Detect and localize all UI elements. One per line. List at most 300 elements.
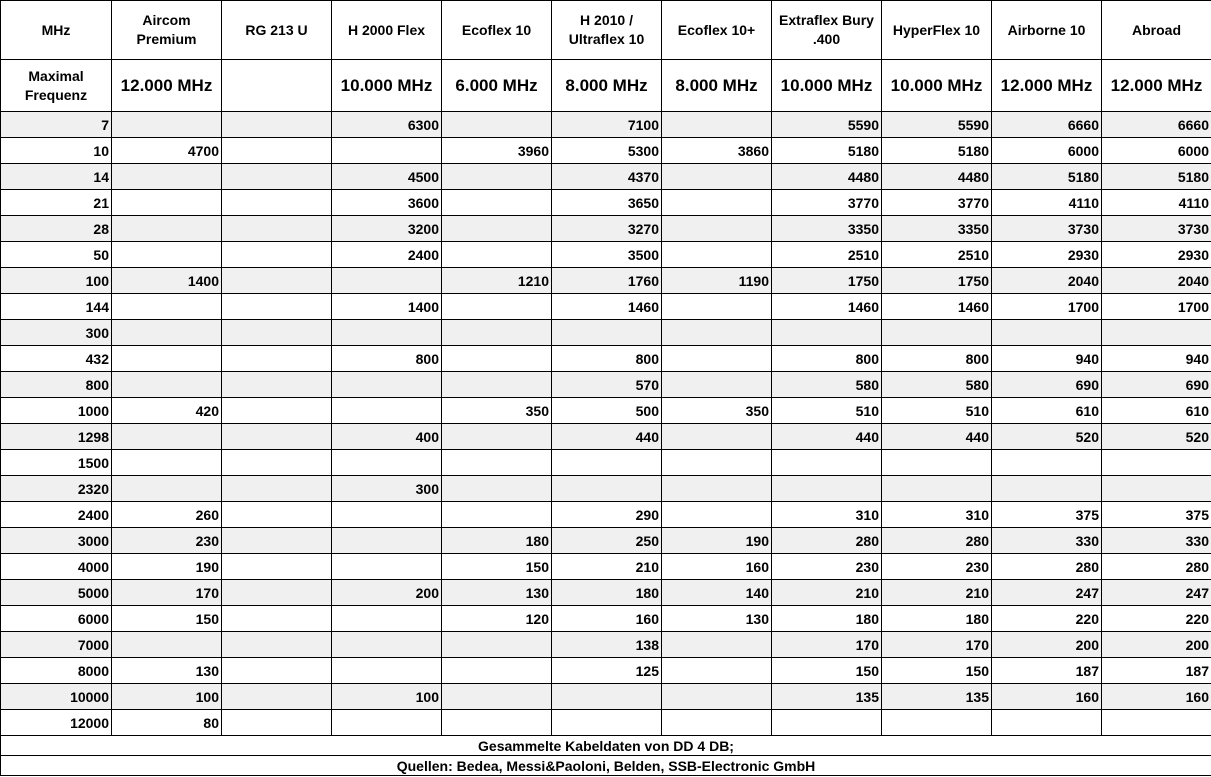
value-cell: 210 — [772, 580, 882, 606]
table-row — [1, 476, 1211, 502]
value-cell — [442, 164, 552, 190]
frequency-cell: 300 — [1, 320, 112, 346]
value-cell — [662, 190, 772, 216]
value-cell: 2510 — [882, 242, 992, 268]
table-row — [1, 606, 1211, 632]
value-cell — [992, 476, 1102, 502]
value-cell: 440 — [882, 424, 992, 450]
value-cell: 280 — [882, 528, 992, 554]
value-cell — [332, 372, 442, 398]
value-cell — [222, 320, 332, 346]
column-header: Airborne 10 — [992, 1, 1102, 60]
value-cell — [442, 710, 552, 736]
max-frequency-value: 10.000 MHz — [772, 60, 882, 112]
frequency-cell: 100 — [1, 268, 112, 294]
value-cell: 3650 — [552, 190, 662, 216]
value-cell — [442, 684, 552, 710]
column-header: HyperFlex 10 — [882, 1, 992, 60]
value-cell — [222, 710, 332, 736]
value-cell — [662, 346, 772, 372]
value-cell: 2040 — [992, 268, 1102, 294]
value-cell — [332, 606, 442, 632]
value-cell — [332, 398, 442, 424]
table-row — [1, 684, 1211, 710]
value-cell: 230 — [882, 554, 992, 580]
value-cell: 2400 — [332, 242, 442, 268]
frequency-cell: 8000 — [1, 658, 112, 684]
value-cell: 1460 — [552, 294, 662, 320]
value-cell — [222, 502, 332, 528]
value-cell: 135 — [772, 684, 882, 710]
value-cell: 1190 — [662, 268, 772, 294]
value-cell: 4110 — [992, 190, 1102, 216]
value-cell: 200 — [992, 632, 1102, 658]
value-cell: 130 — [442, 580, 552, 606]
value-cell: 690 — [992, 372, 1102, 398]
value-cell — [112, 164, 222, 190]
table-row — [1, 138, 1211, 164]
value-cell — [1102, 476, 1211, 502]
value-cell: 220 — [1102, 606, 1211, 632]
value-cell — [662, 112, 772, 138]
value-cell — [662, 502, 772, 528]
frequency-cell: 432 — [1, 346, 112, 372]
value-cell — [552, 710, 662, 736]
frequency-cell: 1500 — [1, 450, 112, 476]
value-cell — [1102, 320, 1211, 346]
value-cell — [222, 684, 332, 710]
value-cell: 375 — [1102, 502, 1211, 528]
value-cell: 280 — [1102, 554, 1211, 580]
header-row — [1, 1, 1211, 60]
table-row — [1, 294, 1211, 320]
max-frequency-value: 10.000 MHz — [882, 60, 992, 112]
value-cell — [222, 632, 332, 658]
frequency-cell: 1298 — [1, 424, 112, 450]
value-cell: 160 — [1102, 684, 1211, 710]
value-cell — [992, 320, 1102, 346]
column-header: Extraflex Bury .400 — [772, 1, 882, 60]
value-cell — [772, 476, 882, 502]
column-header: Aircom Premium — [112, 1, 222, 60]
value-cell — [222, 112, 332, 138]
value-cell — [442, 294, 552, 320]
value-cell: 2930 — [1102, 242, 1211, 268]
value-cell: 940 — [1102, 346, 1211, 372]
value-cell — [222, 476, 332, 502]
value-cell: 580 — [772, 372, 882, 398]
table-row — [1, 190, 1211, 216]
value-cell — [222, 658, 332, 684]
value-cell: 5180 — [992, 164, 1102, 190]
table-row — [1, 242, 1211, 268]
value-cell: 290 — [552, 502, 662, 528]
value-cell: 580 — [882, 372, 992, 398]
value-cell: 2040 — [1102, 268, 1211, 294]
value-cell — [332, 502, 442, 528]
value-cell — [222, 398, 332, 424]
value-cell — [882, 710, 992, 736]
value-cell: 160 — [992, 684, 1102, 710]
value-cell — [222, 528, 332, 554]
value-cell — [1102, 450, 1211, 476]
value-cell: 5590 — [772, 112, 882, 138]
value-cell: 3350 — [772, 216, 882, 242]
value-cell: 247 — [1102, 580, 1211, 606]
table-row — [1, 216, 1211, 242]
table-row — [1, 320, 1211, 346]
value-cell: 350 — [442, 398, 552, 424]
value-cell — [222, 190, 332, 216]
value-cell: 800 — [332, 346, 442, 372]
value-cell: 800 — [772, 346, 882, 372]
value-cell — [222, 450, 332, 476]
value-cell: 6000 — [992, 138, 1102, 164]
value-cell — [332, 138, 442, 164]
value-cell: 2510 — [772, 242, 882, 268]
value-cell: 220 — [992, 606, 1102, 632]
value-cell — [662, 424, 772, 450]
value-cell — [772, 710, 882, 736]
value-cell: 3960 — [442, 138, 552, 164]
value-cell: 160 — [662, 554, 772, 580]
value-cell: 3730 — [992, 216, 1102, 242]
value-cell — [882, 450, 992, 476]
frequency-cell: 2320 — [1, 476, 112, 502]
value-cell: 4110 — [1102, 190, 1211, 216]
value-cell: 130 — [112, 658, 222, 684]
table-row — [1, 424, 1211, 450]
value-cell: 260 — [112, 502, 222, 528]
frequency-cell: 21 — [1, 190, 112, 216]
value-cell: 5180 — [882, 138, 992, 164]
value-cell — [662, 242, 772, 268]
column-header: Abroad — [1102, 1, 1211, 60]
value-cell: 3770 — [772, 190, 882, 216]
value-cell — [222, 346, 332, 372]
value-cell: 1400 — [332, 294, 442, 320]
value-cell: 6300 — [332, 112, 442, 138]
value-cell — [112, 372, 222, 398]
value-cell: 3730 — [1102, 216, 1211, 242]
value-cell: 230 — [112, 528, 222, 554]
value-cell: 140 — [662, 580, 772, 606]
value-cell — [442, 476, 552, 502]
value-cell: 200 — [332, 580, 442, 606]
table-row — [1, 554, 1211, 580]
value-cell: 3270 — [552, 216, 662, 242]
value-cell — [552, 450, 662, 476]
table-row — [1, 112, 1211, 138]
value-cell — [332, 450, 442, 476]
frequency-cell: 800 — [1, 372, 112, 398]
value-cell: 800 — [552, 346, 662, 372]
value-cell: 1700 — [1102, 294, 1211, 320]
value-cell: 247 — [992, 580, 1102, 606]
value-cell — [662, 164, 772, 190]
max-frequency-value: 12.000 MHz — [1102, 60, 1211, 112]
value-cell: 1460 — [772, 294, 882, 320]
value-cell: 940 — [992, 346, 1102, 372]
value-cell — [552, 320, 662, 346]
value-cell — [442, 658, 552, 684]
value-cell: 160 — [552, 606, 662, 632]
value-cell — [112, 320, 222, 346]
value-cell — [442, 190, 552, 216]
value-cell: 330 — [1102, 528, 1211, 554]
value-cell: 510 — [882, 398, 992, 424]
value-cell: 210 — [552, 554, 662, 580]
frequency-cell: 1000 — [1, 398, 112, 424]
table-row — [1, 268, 1211, 294]
value-cell — [112, 424, 222, 450]
value-cell: 187 — [992, 658, 1102, 684]
value-cell: 440 — [772, 424, 882, 450]
value-cell — [442, 424, 552, 450]
value-cell: 4480 — [882, 164, 992, 190]
value-cell — [222, 580, 332, 606]
value-cell — [222, 268, 332, 294]
value-cell: 3200 — [332, 216, 442, 242]
footer-row-2 — [1, 756, 1211, 776]
frequency-cell: 4000 — [1, 554, 112, 580]
value-cell — [112, 242, 222, 268]
max-frequency-label: Maximal Frequenz — [1, 60, 112, 112]
value-cell: 1210 — [442, 268, 552, 294]
value-cell: 280 — [992, 554, 1102, 580]
value-cell: 150 — [442, 554, 552, 580]
value-cell — [332, 268, 442, 294]
value-cell: 100 — [332, 684, 442, 710]
value-cell — [112, 216, 222, 242]
value-cell — [662, 294, 772, 320]
value-cell — [662, 658, 772, 684]
value-cell — [662, 216, 772, 242]
value-cell — [552, 684, 662, 710]
value-cell — [332, 528, 442, 554]
value-cell: 4370 — [552, 164, 662, 190]
value-cell: 330 — [992, 528, 1102, 554]
value-cell: 190 — [662, 528, 772, 554]
value-cell — [332, 710, 442, 736]
value-cell — [112, 294, 222, 320]
table-row — [1, 398, 1211, 424]
max-frequency-row — [1, 60, 1211, 112]
value-cell — [662, 450, 772, 476]
value-cell — [222, 424, 332, 450]
max-frequency-value: 10.000 MHz — [332, 60, 442, 112]
value-cell: 230 — [772, 554, 882, 580]
value-cell — [882, 476, 992, 502]
value-cell: 3600 — [332, 190, 442, 216]
frequency-cell: 144 — [1, 294, 112, 320]
value-cell: 120 — [442, 606, 552, 632]
value-cell: 1460 — [882, 294, 992, 320]
frequency-cell: 10 — [1, 138, 112, 164]
table-row — [1, 450, 1211, 476]
value-cell — [772, 450, 882, 476]
value-cell: 800 — [882, 346, 992, 372]
value-cell — [222, 242, 332, 268]
value-cell: 420 — [112, 398, 222, 424]
value-cell: 135 — [882, 684, 992, 710]
value-cell — [442, 216, 552, 242]
value-cell: 180 — [552, 580, 662, 606]
value-cell: 125 — [552, 658, 662, 684]
max-frequency-value: 12.000 MHz — [112, 60, 222, 112]
value-cell — [112, 450, 222, 476]
value-cell: 190 — [112, 554, 222, 580]
value-cell: 610 — [1102, 398, 1211, 424]
value-cell — [1102, 710, 1211, 736]
value-cell: 150 — [772, 658, 882, 684]
value-cell: 350 — [662, 398, 772, 424]
value-cell — [662, 320, 772, 346]
table-row — [1, 528, 1211, 554]
max-frequency-value — [222, 60, 332, 112]
value-cell: 690 — [1102, 372, 1211, 398]
value-cell — [552, 476, 662, 502]
value-cell: 1400 — [112, 268, 222, 294]
value-cell: 280 — [772, 528, 882, 554]
value-cell — [442, 112, 552, 138]
value-cell — [662, 710, 772, 736]
value-cell — [112, 346, 222, 372]
value-cell: 3500 — [552, 242, 662, 268]
value-cell — [112, 190, 222, 216]
table-row — [1, 372, 1211, 398]
value-cell: 520 — [992, 424, 1102, 450]
value-cell: 170 — [882, 632, 992, 658]
value-cell: 6660 — [1102, 112, 1211, 138]
value-cell: 400 — [332, 424, 442, 450]
value-cell: 150 — [112, 606, 222, 632]
value-cell — [442, 450, 552, 476]
value-cell — [992, 710, 1102, 736]
value-cell: 5180 — [772, 138, 882, 164]
value-cell — [442, 632, 552, 658]
value-cell — [662, 476, 772, 502]
value-cell: 180 — [772, 606, 882, 632]
column-header: Ecoflex 10+ — [662, 1, 772, 60]
value-cell — [222, 294, 332, 320]
value-cell: 170 — [112, 580, 222, 606]
table-row — [1, 632, 1211, 658]
value-cell: 2930 — [992, 242, 1102, 268]
value-cell: 610 — [992, 398, 1102, 424]
table-row — [1, 710, 1211, 736]
table-row — [1, 164, 1211, 190]
frequency-cell: 2400 — [1, 502, 112, 528]
value-cell: 310 — [882, 502, 992, 528]
value-cell — [112, 112, 222, 138]
frequency-cell: 3000 — [1, 528, 112, 554]
value-cell — [332, 554, 442, 580]
table-row — [1, 346, 1211, 372]
value-cell: 510 — [772, 398, 882, 424]
max-frequency-value: 6.000 MHz — [442, 60, 552, 112]
value-cell: 210 — [882, 580, 992, 606]
value-cell — [772, 320, 882, 346]
value-cell: 440 — [552, 424, 662, 450]
value-cell: 1750 — [882, 268, 992, 294]
value-cell: 4480 — [772, 164, 882, 190]
value-cell — [662, 684, 772, 710]
value-cell — [222, 372, 332, 398]
footer-sources: Quellen: Bedea, Messi&Paoloni, Belden, SSB-Electronic GmbH — [1, 756, 1211, 776]
value-cell: 150 — [882, 658, 992, 684]
frequency-cell: 12000 — [1, 710, 112, 736]
value-cell: 1700 — [992, 294, 1102, 320]
value-cell: 5180 — [1102, 164, 1211, 190]
frequency-cell: 7000 — [1, 632, 112, 658]
value-cell: 180 — [882, 606, 992, 632]
value-cell: 520 — [1102, 424, 1211, 450]
value-cell — [222, 554, 332, 580]
value-cell — [442, 242, 552, 268]
value-cell: 200 — [1102, 632, 1211, 658]
value-cell — [332, 320, 442, 346]
value-cell: 300 — [332, 476, 442, 502]
value-cell: 4700 — [112, 138, 222, 164]
value-cell: 1760 — [552, 268, 662, 294]
frequency-cell: 5000 — [1, 580, 112, 606]
value-cell: 3860 — [662, 138, 772, 164]
value-cell: 5300 — [552, 138, 662, 164]
value-cell: 3350 — [882, 216, 992, 242]
value-cell — [882, 320, 992, 346]
value-cell — [662, 372, 772, 398]
table-row — [1, 658, 1211, 684]
value-cell — [112, 632, 222, 658]
value-cell — [222, 164, 332, 190]
value-cell — [442, 346, 552, 372]
value-cell: 187 — [1102, 658, 1211, 684]
value-cell: 80 — [112, 710, 222, 736]
frequency-cell: 7 — [1, 112, 112, 138]
footer-row-1 — [1, 736, 1211, 756]
frequency-cell: 28 — [1, 216, 112, 242]
value-cell: 5590 — [882, 112, 992, 138]
column-header-mhz: MHz — [1, 1, 112, 60]
frequency-cell: 10000 — [1, 684, 112, 710]
column-header: H 2010 / Ultraflex 10 — [552, 1, 662, 60]
value-cell: 310 — [772, 502, 882, 528]
value-cell: 250 — [552, 528, 662, 554]
column-header: RG 213 U — [222, 1, 332, 60]
value-cell — [662, 632, 772, 658]
value-cell: 375 — [992, 502, 1102, 528]
value-cell: 1750 — [772, 268, 882, 294]
value-cell — [332, 658, 442, 684]
value-cell — [222, 606, 332, 632]
column-header: Ecoflex 10 — [442, 1, 552, 60]
max-frequency-value: 8.000 MHz — [552, 60, 662, 112]
value-cell: 180 — [442, 528, 552, 554]
value-cell: 570 — [552, 372, 662, 398]
value-cell: 170 — [772, 632, 882, 658]
value-cell — [442, 502, 552, 528]
value-cell — [222, 138, 332, 164]
value-cell: 500 — [552, 398, 662, 424]
value-cell — [442, 372, 552, 398]
value-cell — [112, 476, 222, 502]
value-cell: 7100 — [552, 112, 662, 138]
value-cell: 3770 — [882, 190, 992, 216]
value-cell — [332, 632, 442, 658]
value-cell: 130 — [662, 606, 772, 632]
value-cell — [992, 450, 1102, 476]
